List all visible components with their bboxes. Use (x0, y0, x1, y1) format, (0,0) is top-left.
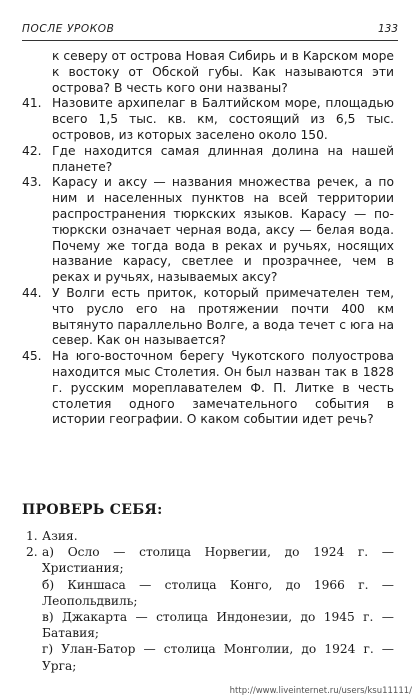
question-text: Назовите архипелаг в Балтийском море, площадью всего 1,5 тыс. кв. км, состоящий из 6,5 тыс. островов, из которых заселено около 150. (52, 96, 394, 142)
question-number: 42. (22, 143, 42, 158)
watermark-url: http://www.liveinternet.ru/users/ksu11111/ (229, 686, 412, 696)
check-yourself-heading: ПРОВЕРЬ СЕБЯ: (22, 502, 163, 518)
question-44 (22, 286, 394, 349)
answer-line: г) Улан-Батор — столица Монголии, до 1924 г. — Урга; (42, 642, 394, 673)
continuation-text: к северу от острова Новая Сибирь и в Карском море к востоку от Обской губы. Как называются эти острова? В честь кого они названы? (52, 49, 394, 95)
question-41 (22, 96, 394, 143)
question-45 (22, 349, 394, 428)
answer-line: в) Джакарта — столица Индонезии, до 1945 г. — Батавия; (42, 610, 394, 641)
page-header (22, 22, 398, 41)
answer-number: 1. (26, 529, 38, 543)
question-42 (22, 144, 394, 176)
answer-line: б) Киншаса — столица Конго, до 1966 г. — Леопольдвиль; (42, 577, 394, 608)
running-head: ПОСЛЕ УРОКОВ (22, 23, 115, 35)
answer-1 (22, 528, 394, 544)
question-number: 41. (22, 96, 42, 111)
answer-line: Азия. (42, 529, 78, 543)
question-number: 45. (22, 349, 42, 364)
answer-line: а) Осло — столица Норвегии, до 1924 г. — Христиания; (42, 545, 394, 576)
answer-number: 2. (26, 545, 38, 560)
answers-block (22, 528, 394, 674)
question-text: У Волги есть приток, который примечателен тем, что русло его на протяжении почти 400 км вытянуто параллельно Волге, а вода течет с юга на север. Как он называется? (52, 285, 394, 348)
question-text: Где находится самая длинная долина на нашей планете? (52, 143, 394, 174)
question-number: 44. (22, 285, 42, 300)
question-text: На юго-восточном берегу Чукотского полуострова находится мыс Столетия. Он был назван так в 1828 г. русским мореплавателем Ф. П. Литке в честь столетия одного замечательного события в истории географии. О каком событии идет речь? (52, 349, 394, 427)
question-text: Карасу и аксу — названия множества речек, а по ним и населенных пунктов на всей территории распространения тюркских языков. Карасу — по-тюркски означает черная вода, аксу — белая вода. Почему же тогда вода в реках и ручьях, носящих название карасу, светлее и прозрачнее, чем в реках и ручьях, называемых аксу? (52, 175, 394, 285)
question-number: 43. (22, 175, 42, 190)
page-number: 133 (377, 23, 398, 35)
question-continuation (22, 49, 394, 96)
answer-2 (22, 544, 394, 674)
question-43 (22, 175, 394, 286)
questions-block (22, 49, 394, 428)
